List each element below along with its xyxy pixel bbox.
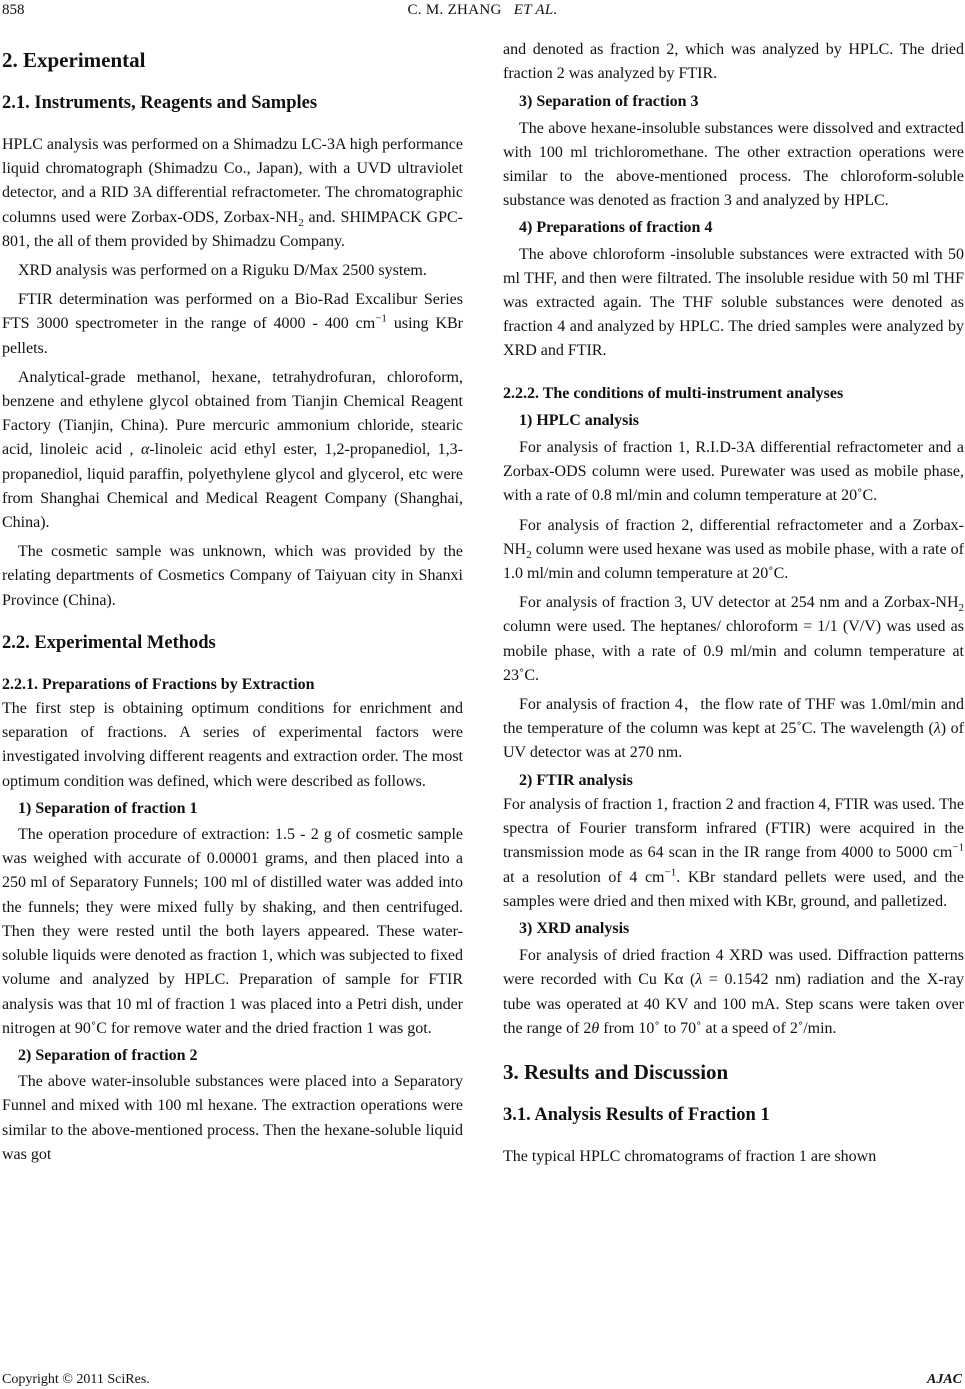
step-4-heading: 4) Preparations of fraction 4 — [519, 219, 713, 237]
step-2-heading: 2) Separation of fraction 2 — [18, 1046, 198, 1064]
section-2-2-2-heading: 2.2.2. The conditions of multi-instrument analyses — [503, 384, 844, 402]
paragraph-hplc-instrument: HPLC analysis was performed on a Shimadzu LC-3A high performance liquid chromatograph (Shimadzu Co., Japan), with a UVD ultraviolet detector, and a RID 3A differential refractometer. The chromatographic columns used were Zorbax-ODS, Zorbax-$NH_2$ and. SHIMPACK GPC-801, the all of them provided by Shimadzu Company. — [2, 136, 463, 250]
ftir-analysis-heading: 2) FTIR analysis — [519, 771, 633, 789]
page-number: 858 — [2, 2, 25, 18]
step-3-heading: 3) Separation of fraction 3 — [519, 93, 699, 111]
paragraph-fraction-1-analysis: For analysis of fraction 1, R.I.D-3A differential refractometer and a Zorbax-ODS column were used. Purewater was used as mobile phase, with a rate of 0.8 ml/min and column temperature at 20˚C. — [503, 439, 964, 505]
paragraph-step-4: The above chloroform -insoluble substances were extracted with 50 ml THF, and then were filtrated. The insoluble residue with 50 ml THF was extracted again. The THF soluble substances were denoted as fraction 4 and analyzed by HPLC. The dried samples were analyzed by XRD and FTIR. — [503, 245, 964, 360]
hplc-analysis-heading: 1) HPLC analysis — [519, 411, 640, 429]
paragraph-reagents: Analytical-grade methanol, hexane, tetrahydrofuran, chloroform, benzene and ethylene glycol obtained from Tianjin Chemical Reagent Factory (Tianjin, China). Pure mercuric ammonium chloride, stearic acid, linoleic acid , α-linoleic acid ethyl ester, 1,2-propanediol, 1,3-propanediol, liquid paraffin, polyethylene glycol and glycerol, etc were from Shanghai Chemical and Medical Reagent Company (Shanghai, China). — [2, 368, 464, 532]
running-etal: ET AL. — [513, 2, 558, 18]
paragraph-samples: The cosmetic sample was unknown, which was provided by the relating departments of Cosmetics Company of Taiyuan city in Shanxi Province (China). — [2, 543, 463, 609]
xrd-analysis-heading: 3) XRD analysis — [519, 919, 630, 937]
running-author: C. M. ZHANG — [407, 2, 502, 18]
right-column — [503, 38, 964, 1169]
paragraph-step-1: The operation procedure of extraction: 1.5 - 2 g of cosmetic sample was weighed with accurate of 0.00001 grams, and then placed into a 250 ml of Separatory Funnels; 100 ml of distilled water was added into the funnels; they were mixed fully by shaking, and then centrifuged. Then they were rested until the both layers appeared. These water-soluble liquids were denoted as fraction 1, which was subjected to fixed volume and analyzed by HPLC. Preparation of sample for FTIR analysis was that 10 ml of fraction 1 was placed into a Petri dish, under nitrogen at 90˚C for remove water and the dried fraction 1 was got. — [2, 826, 463, 1037]
section-2-2-1-heading: 2.2.1. Preparations of Fractions by Extraction — [2, 675, 315, 693]
paragraph-continued: and denoted as fraction 2, which was analyzed by HPLC. The dried fraction 2 was analyzed by FTIR. — [503, 41, 964, 83]
section-3-heading: 3. Results and Discussion — [503, 1059, 729, 1084]
paragraph-fraction-2-analysis: For analysis of fraction 2, differential refractometer and a Zorbax-$NH_2$ column were used hexane was used as mobile phase, with a rate of 1.0 ml/min and column temperature at 20˚C. — [503, 516, 964, 583]
step-1-heading: 1) Separation of fraction 1 — [18, 799, 198, 817]
section-2-heading: 2. Experimental — [2, 48, 146, 72]
paragraph-xrd-instrument: XRD analysis was performed on a Riguku D/Max 2500 system. — [18, 262, 427, 280]
paragraph-ftir-analysis: For analysis of fraction 1, fraction 2 and fraction 4, FTIR was used. The spectra of Fourier transform infrared (FTIR) were acquired in the transmission mode as 64 scan in the IR range from 4000 to 5000 $cm^{-1}$ at a resolution of 4 $cm^{-1}$. KBr standard pellets were used, and the samples were dried and then mixed with KBr, ground, and palletized. — [503, 795, 965, 910]
paragraph-xrd-analysis: For analysis of dried fraction 4 XRD was used. Diffraction patterns were recorded with Cu Kα (λ = 0.1542 nm) radiation and the X-ray tube was operated at 40 KV and 100 mA. Step scans were taken over the range of 2θ from 10˚ to 70˚ at a speed of 2˚/min. — [503, 947, 965, 1037]
paragraph-step-3: The above hexane-insoluble substances were dissolved and extracted with 100 ml trichloromethane. The other extraction operations were similar to the above-mentioned process. The chloroform-soluble substance was denoted as fraction 3 and analyzed by HPLC. — [503, 119, 964, 210]
section-3-1-heading: 3.1. Analysis Results of Fraction 1 — [503, 1104, 770, 1125]
copyright-notice: Copyright © 2011 SciRes. — [2, 1372, 150, 1387]
left-column — [2, 38, 463, 1167]
section-2-2-heading: 2.2. Experimental Methods — [2, 632, 216, 653]
section-2-1-heading: 2.1. Instruments, Reagents and Samples — [2, 93, 318, 113]
paragraph-results-fraction-1: The typical HPLC chromatograms of fraction 1 are shown — [503, 1147, 877, 1165]
paragraph-fraction-3-analysis: For analysis of fraction 3, UV detector at 254 nm and a Zorbax-$NH_2$ column were used. The heptanes/ chloroform = 1/1 (V/V) was used as mobile phase, with a rate of 0.9 ml/min and column temperature at 23˚C. — [503, 594, 964, 684]
running-author-line — [0, 2, 965, 19]
paragraph-fraction-4-analysis: For analysis of fraction 4，the flow rate of THF was 1.0ml/min and the temperature of the column was kept at 25˚C. The wavelength (λ) of UV detector was at 270 nm. — [503, 696, 965, 762]
journal-abbreviation: AJAC — [926, 1372, 962, 1387]
paragraph-ftir-instrument: FTIR determination was performed on a Bio-Rad Excalibur Series FTS 3000 spectrometer in the range of 4000 - 400 $cm^{-1}$ using KBr pellets. — [2, 291, 464, 357]
paragraph-step-2: The above water-insoluble substances were placed into a Separatory Funnel and mixed with 100 ml hexane. The extraction operations were similar to the above-mentioned process. Then the hexane-soluble liquid was got — [2, 1073, 463, 1163]
paragraph-first-step: The first step is obtaining optimum conditions for enrichment and separation of fractions. A series of experimental factors were investigated involving different reagents and extraction order. The most optimum condition was defined, which were described as follows. — [2, 700, 463, 790]
running-header — [0, 0, 965, 30]
